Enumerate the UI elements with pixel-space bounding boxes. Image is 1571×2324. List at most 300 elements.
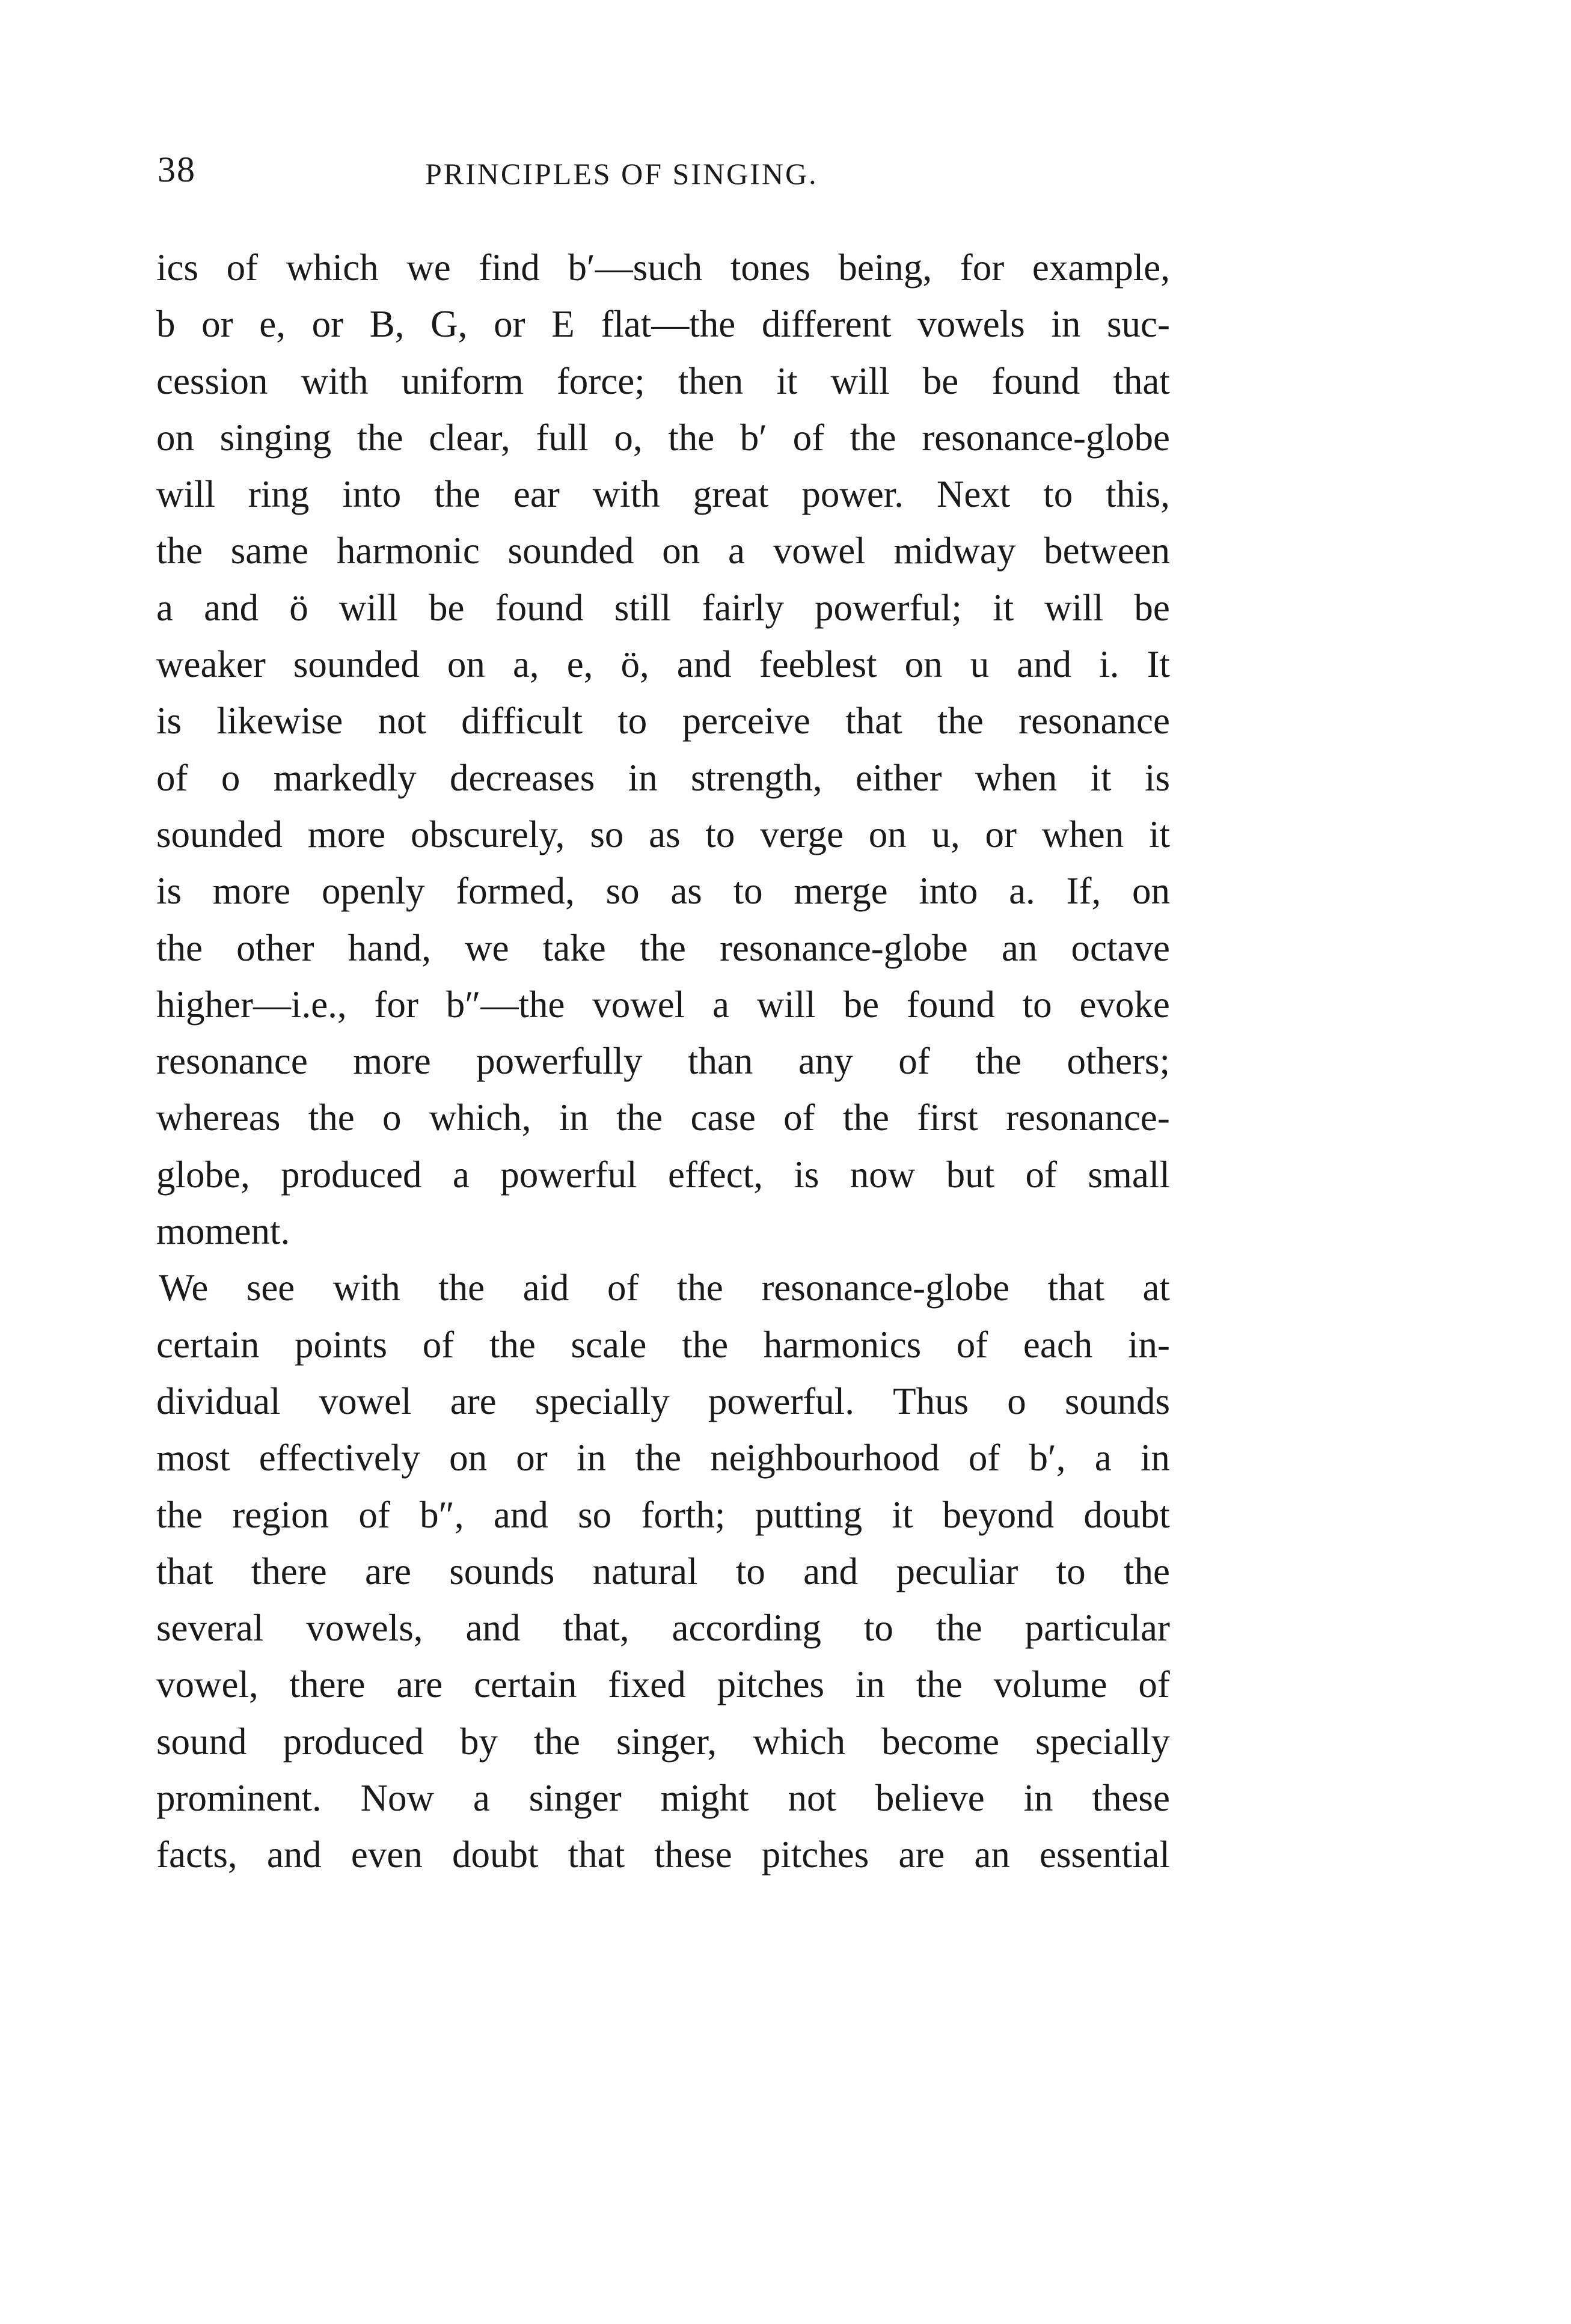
word: beyond xyxy=(942,1493,1055,1536)
running-head: PRINCIPLES OF SINGING. xyxy=(425,157,818,191)
word: the xyxy=(936,1607,982,1650)
word: of xyxy=(156,756,188,799)
word: peculiar xyxy=(896,1550,1018,1592)
word: natural xyxy=(592,1550,698,1592)
word: of xyxy=(792,416,825,459)
word: in xyxy=(1051,303,1081,346)
word: that xyxy=(1047,1267,1105,1309)
word: doubt xyxy=(1083,1493,1170,1536)
word: an xyxy=(1001,926,1038,969)
word: a xyxy=(1094,1437,1112,1479)
word: the xyxy=(682,1323,729,1366)
word: the xyxy=(156,926,203,969)
word: to xyxy=(863,1607,893,1650)
word: the xyxy=(668,416,715,459)
text-line xyxy=(156,806,1170,863)
word: putting xyxy=(755,1493,863,1536)
word: a xyxy=(452,1153,470,1196)
word: b xyxy=(156,303,176,346)
word: and xyxy=(465,1607,521,1650)
word: on xyxy=(662,530,700,572)
text-line xyxy=(156,636,1170,693)
word: vowel xyxy=(592,983,685,1026)
page-header xyxy=(158,149,1180,197)
text-line xyxy=(156,579,1170,636)
text-line xyxy=(156,1373,1170,1430)
word: Now xyxy=(360,1777,435,1820)
word: Next xyxy=(936,473,1011,516)
word: the xyxy=(639,926,686,969)
word: or xyxy=(311,303,344,346)
word: or xyxy=(494,303,525,346)
word: by xyxy=(459,1720,498,1763)
word: We xyxy=(159,1267,209,1309)
word: it xyxy=(993,586,1014,629)
word: b′—such xyxy=(568,246,703,289)
word: volume xyxy=(993,1663,1107,1706)
word: different xyxy=(761,303,892,346)
text-line xyxy=(156,1600,1170,1656)
word: that xyxy=(568,1833,625,1876)
word: is xyxy=(156,870,182,913)
word: scale xyxy=(571,1323,647,1366)
word: harmonic xyxy=(336,530,480,572)
word: on xyxy=(447,643,485,686)
word: o xyxy=(1007,1380,1026,1422)
word: B, xyxy=(369,303,405,346)
word: first xyxy=(917,1096,978,1139)
word: in xyxy=(1023,1777,1053,1820)
word: feeblest xyxy=(759,643,877,686)
text-line xyxy=(156,296,1170,352)
word: sounds xyxy=(1064,1380,1170,1422)
word: still xyxy=(614,586,672,629)
word: of xyxy=(1138,1663,1170,1706)
paragraph-1 xyxy=(156,239,1170,1259)
word: example, xyxy=(1032,246,1170,289)
text-line xyxy=(156,693,1170,749)
word: in xyxy=(628,756,658,799)
word: in xyxy=(559,1096,589,1139)
word: now xyxy=(850,1153,916,1196)
word: it xyxy=(776,359,798,402)
word: either xyxy=(856,756,942,799)
word: of xyxy=(358,1493,390,1536)
word: there xyxy=(251,1550,327,1592)
word: and xyxy=(803,1550,859,1592)
word: to xyxy=(617,700,648,742)
word: is xyxy=(156,700,182,742)
word: fairly xyxy=(702,586,784,629)
word: the xyxy=(156,1493,203,1536)
word: ring xyxy=(248,473,310,516)
word: the xyxy=(308,1096,355,1139)
word: be xyxy=(1134,586,1170,629)
word: vowels, xyxy=(306,1607,423,1650)
word: so xyxy=(590,813,624,855)
word: might xyxy=(660,1777,749,1820)
word: the xyxy=(156,530,203,572)
word: so xyxy=(578,1493,612,1536)
word: in- xyxy=(1127,1323,1170,1366)
word: effect, xyxy=(668,1153,763,1196)
word: vowel, xyxy=(156,1663,259,1706)
word: full xyxy=(536,416,589,459)
text-line xyxy=(156,239,1170,296)
word: force; xyxy=(556,359,645,402)
word: there xyxy=(289,1663,366,1706)
text-line xyxy=(156,466,1170,522)
word: more xyxy=(353,1040,431,1083)
word: e, xyxy=(259,303,286,346)
text-line xyxy=(156,1430,1170,1486)
word: great xyxy=(693,473,769,516)
word: be xyxy=(843,983,880,1026)
word: when xyxy=(975,756,1058,799)
word: several xyxy=(156,1607,264,1650)
text-line xyxy=(156,920,1170,976)
word: ics xyxy=(156,246,198,289)
text-line xyxy=(156,1259,1170,1316)
word: higher—i.e., xyxy=(156,983,347,1026)
word: case xyxy=(690,1096,756,1139)
word: which xyxy=(286,246,379,289)
word: see xyxy=(246,1267,295,1309)
body-text xyxy=(156,239,1170,1883)
word: effectively xyxy=(259,1437,420,1479)
word: is xyxy=(1144,756,1170,799)
word: of xyxy=(226,246,259,289)
word: likewise xyxy=(216,700,343,742)
word: hand, xyxy=(348,926,431,969)
word: to xyxy=(1043,473,1073,516)
word: fixed xyxy=(608,1663,686,1706)
word: to xyxy=(1022,983,1052,1026)
word: sounds xyxy=(449,1550,555,1592)
word: of xyxy=(422,1323,455,1366)
text-line xyxy=(156,1713,1170,1770)
word: obscurely, xyxy=(410,813,565,855)
word: will xyxy=(1044,586,1104,629)
word: into xyxy=(919,870,978,913)
word: neighbourhood xyxy=(710,1437,940,1479)
word: openly xyxy=(321,870,425,913)
word: the xyxy=(937,700,984,742)
word: i. xyxy=(1099,643,1119,686)
word: which, xyxy=(429,1096,531,1139)
word: o, xyxy=(614,416,643,459)
word: to xyxy=(735,1550,765,1592)
word: is xyxy=(794,1153,819,1196)
word: the xyxy=(842,1096,889,1139)
word: the xyxy=(434,473,481,516)
word: suc- xyxy=(1107,303,1170,346)
word: that xyxy=(1113,359,1170,402)
word: a xyxy=(712,983,729,1026)
text-line xyxy=(156,1543,1170,1600)
text-line xyxy=(156,409,1170,466)
word: believe xyxy=(875,1777,985,1820)
word: Thus xyxy=(893,1380,969,1422)
word: to xyxy=(733,870,763,913)
word: other xyxy=(236,926,314,969)
word: of xyxy=(1025,1153,1058,1196)
text-line xyxy=(156,522,1170,579)
text-line xyxy=(156,1203,1170,1259)
word: this, xyxy=(1106,473,1170,516)
word: a xyxy=(473,1777,490,1820)
word: markedly xyxy=(273,756,417,799)
word: u, xyxy=(931,813,960,855)
word: will xyxy=(156,473,216,516)
word: found xyxy=(906,983,995,1026)
word: even xyxy=(351,1833,423,1876)
word: produced xyxy=(281,1153,422,1196)
word: powerful. xyxy=(708,1380,855,1422)
word: weaker xyxy=(156,643,266,686)
word: o xyxy=(382,1096,402,1139)
word: forth; xyxy=(641,1493,726,1536)
word: a, xyxy=(512,643,539,686)
word: will xyxy=(338,586,398,629)
word: on xyxy=(1132,870,1170,913)
paragraph-2 xyxy=(156,1259,1170,1883)
word: b″—the xyxy=(446,983,565,1026)
word: on xyxy=(449,1437,488,1479)
word: aid xyxy=(522,1267,569,1309)
word: or xyxy=(201,303,233,346)
word: It xyxy=(1147,643,1170,686)
word: others; xyxy=(1067,1040,1170,1083)
word: small xyxy=(1088,1153,1170,1196)
word: flat—the xyxy=(601,303,736,346)
word: vowel xyxy=(319,1380,412,1422)
word: midway xyxy=(893,530,1016,572)
word: particular xyxy=(1024,1607,1170,1650)
word: are xyxy=(898,1833,945,1876)
word: the xyxy=(489,1323,536,1366)
word: resonance xyxy=(156,1040,308,1083)
word: uniform xyxy=(401,359,524,402)
word: but xyxy=(946,1153,995,1196)
text-line xyxy=(156,750,1170,806)
word: to xyxy=(1056,1550,1086,1592)
word: clear, xyxy=(429,416,510,459)
word: resonance-globe xyxy=(761,1267,1010,1309)
word: pitches xyxy=(717,1663,825,1706)
word: for xyxy=(374,983,418,1026)
word: b′ xyxy=(740,416,768,459)
word: globe, xyxy=(156,1153,250,1196)
word: dividual xyxy=(156,1380,281,1422)
word: an xyxy=(974,1833,1010,1876)
word: ö, xyxy=(620,643,649,686)
word: moment. xyxy=(156,1210,290,1253)
word: u xyxy=(970,643,990,686)
word: be xyxy=(922,359,959,402)
page-number: 38 xyxy=(158,150,196,189)
word: found xyxy=(495,586,584,629)
text-line xyxy=(156,1033,1170,1089)
word: on xyxy=(868,813,907,855)
word: resonance-globe xyxy=(922,416,1170,459)
word: same xyxy=(230,530,309,572)
word: on xyxy=(904,643,943,686)
word: and xyxy=(676,643,732,686)
word: or xyxy=(985,813,1017,855)
word: verge xyxy=(760,813,844,855)
text-line xyxy=(156,1656,1170,1713)
word: most xyxy=(156,1437,230,1479)
word: evoke xyxy=(1079,983,1170,1026)
word: we xyxy=(465,926,509,969)
word: and xyxy=(493,1493,548,1536)
word: for xyxy=(960,246,1005,289)
text-line xyxy=(156,976,1170,1033)
word: or xyxy=(516,1437,548,1479)
word: of xyxy=(956,1323,988,1366)
word: on xyxy=(156,416,194,459)
word: become xyxy=(881,1720,1000,1763)
word: sounded xyxy=(507,530,634,572)
word: powerful; xyxy=(815,586,962,629)
word: formed, xyxy=(456,870,575,913)
word: not xyxy=(378,700,426,742)
word: resonance- xyxy=(1006,1096,1170,1139)
word: as xyxy=(649,813,681,855)
text-line xyxy=(156,1487,1170,1543)
word: being, xyxy=(838,246,932,289)
word: any xyxy=(798,1040,853,1083)
word: these xyxy=(654,1833,732,1876)
word: each xyxy=(1023,1323,1093,1366)
word: singing xyxy=(219,416,332,459)
word: If, xyxy=(1066,870,1101,913)
word: points xyxy=(295,1323,388,1366)
word: be xyxy=(429,586,465,629)
word: in xyxy=(855,1663,885,1706)
word: certain xyxy=(156,1323,260,1366)
word: o xyxy=(221,756,240,799)
word: power. xyxy=(801,473,904,516)
word: which xyxy=(753,1720,846,1763)
word: the xyxy=(850,416,896,459)
word: singer, xyxy=(616,1720,717,1763)
word: sounded xyxy=(156,813,283,855)
word: octave xyxy=(1071,926,1170,969)
word: singer xyxy=(528,1777,622,1820)
word: produced xyxy=(283,1720,424,1763)
word: with xyxy=(332,1267,400,1309)
word: cession xyxy=(156,359,268,402)
word: take xyxy=(542,926,606,969)
word: and xyxy=(1017,643,1072,686)
word: to xyxy=(705,813,735,855)
word: in xyxy=(1140,1437,1170,1479)
word: we xyxy=(406,246,451,289)
word: of xyxy=(968,1437,1000,1479)
word: perceive xyxy=(682,700,810,742)
word: the xyxy=(916,1663,963,1706)
word: that xyxy=(156,1550,213,1592)
word: G, xyxy=(430,303,468,346)
word: facts, xyxy=(156,1833,237,1876)
word: b″, xyxy=(420,1493,464,1536)
word: difficult xyxy=(461,700,583,742)
word: resonance xyxy=(1018,700,1170,742)
word: of xyxy=(607,1267,639,1309)
word: whereas xyxy=(156,1096,281,1139)
word: and xyxy=(204,586,259,629)
word: with xyxy=(592,473,660,516)
word: find xyxy=(479,246,540,289)
word: doubt xyxy=(452,1833,539,1876)
word: the xyxy=(357,416,403,459)
word: and xyxy=(266,1833,322,1876)
word: merge xyxy=(794,870,888,913)
word: of xyxy=(898,1040,930,1083)
word: that xyxy=(845,700,902,742)
text-line xyxy=(156,863,1170,919)
word: tones xyxy=(730,246,810,289)
word: pitches xyxy=(761,1833,869,1876)
word: a. xyxy=(1009,870,1035,913)
word: these xyxy=(1092,1777,1170,1820)
text-line xyxy=(156,1316,1170,1373)
word: region xyxy=(232,1493,329,1536)
word: vowels xyxy=(917,303,1025,346)
word: than xyxy=(687,1040,753,1083)
text-line xyxy=(156,1089,1170,1146)
word: a xyxy=(728,530,745,572)
word: a xyxy=(156,586,173,629)
word: it xyxy=(1090,756,1112,799)
word: harmonics xyxy=(763,1323,922,1366)
word: will xyxy=(830,359,890,402)
word: the xyxy=(1123,1550,1170,1592)
word: that, xyxy=(563,1607,629,1650)
word: according xyxy=(672,1607,821,1650)
word: sound xyxy=(156,1720,247,1763)
word: the xyxy=(975,1040,1022,1083)
word: the xyxy=(635,1437,682,1479)
word: are xyxy=(450,1380,497,1422)
text-line xyxy=(156,353,1170,409)
word: b′, xyxy=(1029,1437,1066,1479)
word: it xyxy=(1148,813,1170,855)
word: decreases xyxy=(449,756,595,799)
word: not xyxy=(788,1777,836,1820)
word: e, xyxy=(566,643,593,686)
word: the xyxy=(616,1096,663,1139)
word: will xyxy=(756,983,816,1026)
word: the xyxy=(676,1267,723,1309)
word: found xyxy=(991,359,1080,402)
word: when xyxy=(1041,813,1124,855)
word: E xyxy=(551,303,575,346)
word: prominent. xyxy=(156,1777,322,1820)
word: in xyxy=(576,1437,606,1479)
word: at xyxy=(1142,1267,1170,1309)
word: between xyxy=(1044,530,1170,572)
word: with xyxy=(301,359,369,402)
word: the xyxy=(438,1267,485,1309)
word: vowel xyxy=(773,530,866,572)
word: then xyxy=(678,359,744,402)
word: resonance-globe xyxy=(719,926,968,969)
word: it xyxy=(892,1493,913,1536)
word: of xyxy=(783,1096,815,1139)
